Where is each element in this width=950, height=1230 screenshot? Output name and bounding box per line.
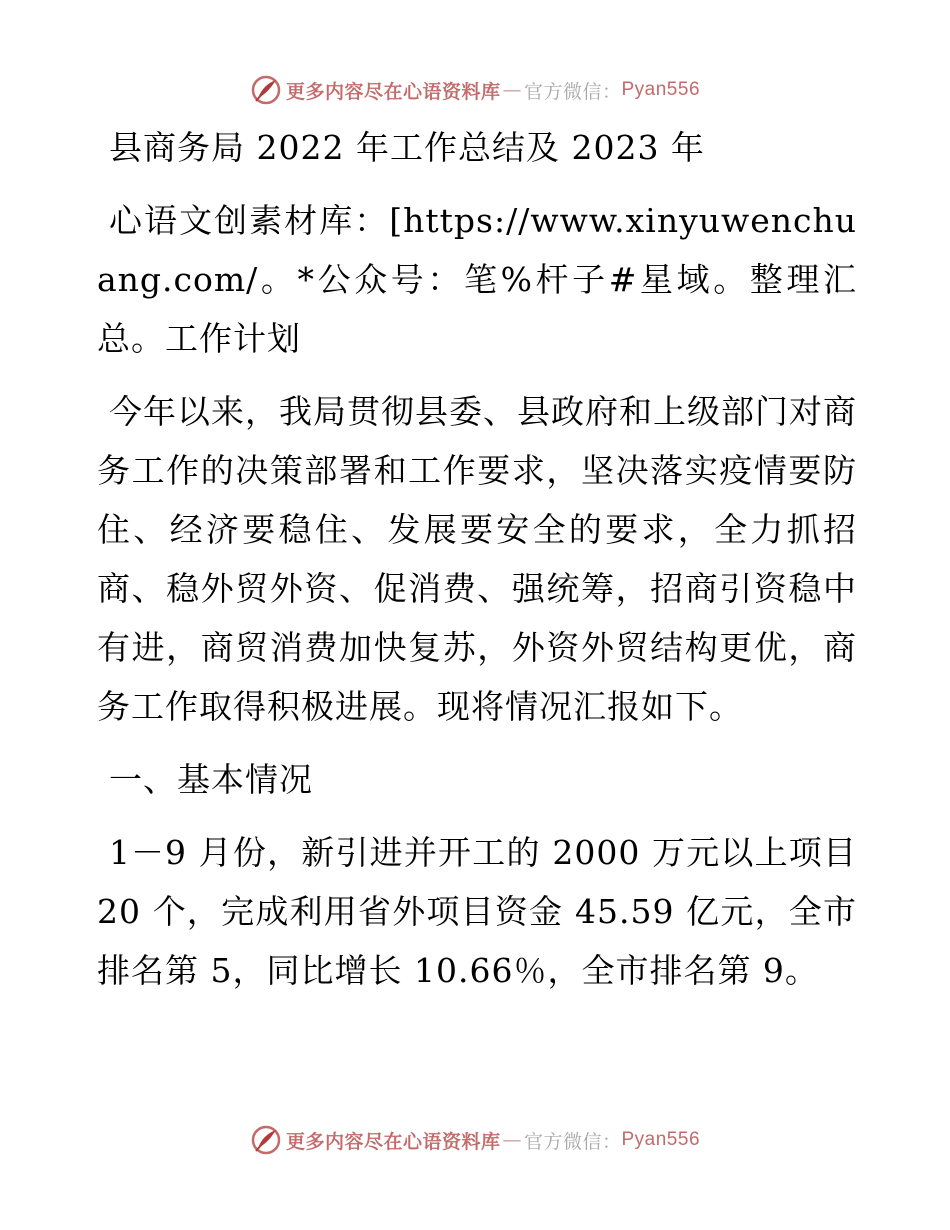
banner-wechat-label: 官方微信：	[523, 80, 622, 103]
document-title: 县商务局 2022 年工作总结及 2023 年	[109, 128, 705, 167]
banner-brand-text: 更多内容尽在心语资料库	[285, 80, 501, 103]
banner-wechat-id: Pyan556	[621, 79, 701, 100]
intro-paragraph: 今年以来，我局贯彻县委、县政府和上级部门对商务工作的决策部署和工作要求，坚决落实疫情要防住、经济要稳住、发展要安全的要求，全力抓招商、稳外贸外资、促消费、强统筹，招商引资稳中有进，商贸消费加快复苏，外资外贸结构更优，商务工作取得积极进展。现将情况汇报如下。	[97, 392, 857, 726]
section-basic-paragraph: 1－9 月份，新引进并开工的 2000 万元以上项目 20 个，完成利用省外项目资金 45.59 亿元，全市排名第 5，同比增长 10.66％，全市排名第 9。	[97, 833, 857, 990]
document-body	[97, 118, 857, 1000]
banner-dash: —	[502, 1129, 522, 1151]
banner-brand-text: 更多内容尽在心语资料库	[285, 1130, 501, 1153]
source-line: 心语文创素材库：[https://www.xinyuwenchuang.com/。*公众号：笔%杆子#星域。整理汇总。工作计划	[97, 201, 857, 358]
banner-dash: —	[502, 79, 522, 101]
feather-pen-circle-icon	[250, 74, 282, 106]
section-heading-basic: 一、基本情况	[109, 760, 313, 799]
banner-wechat-label: 官方微信：	[523, 1130, 622, 1153]
banner-wechat-id: Pyan556	[621, 1129, 701, 1150]
feather-pen-circle-icon	[250, 1124, 282, 1156]
header-watermark-banner	[0, 70, 950, 110]
footer-watermark-banner	[0, 1120, 950, 1160]
